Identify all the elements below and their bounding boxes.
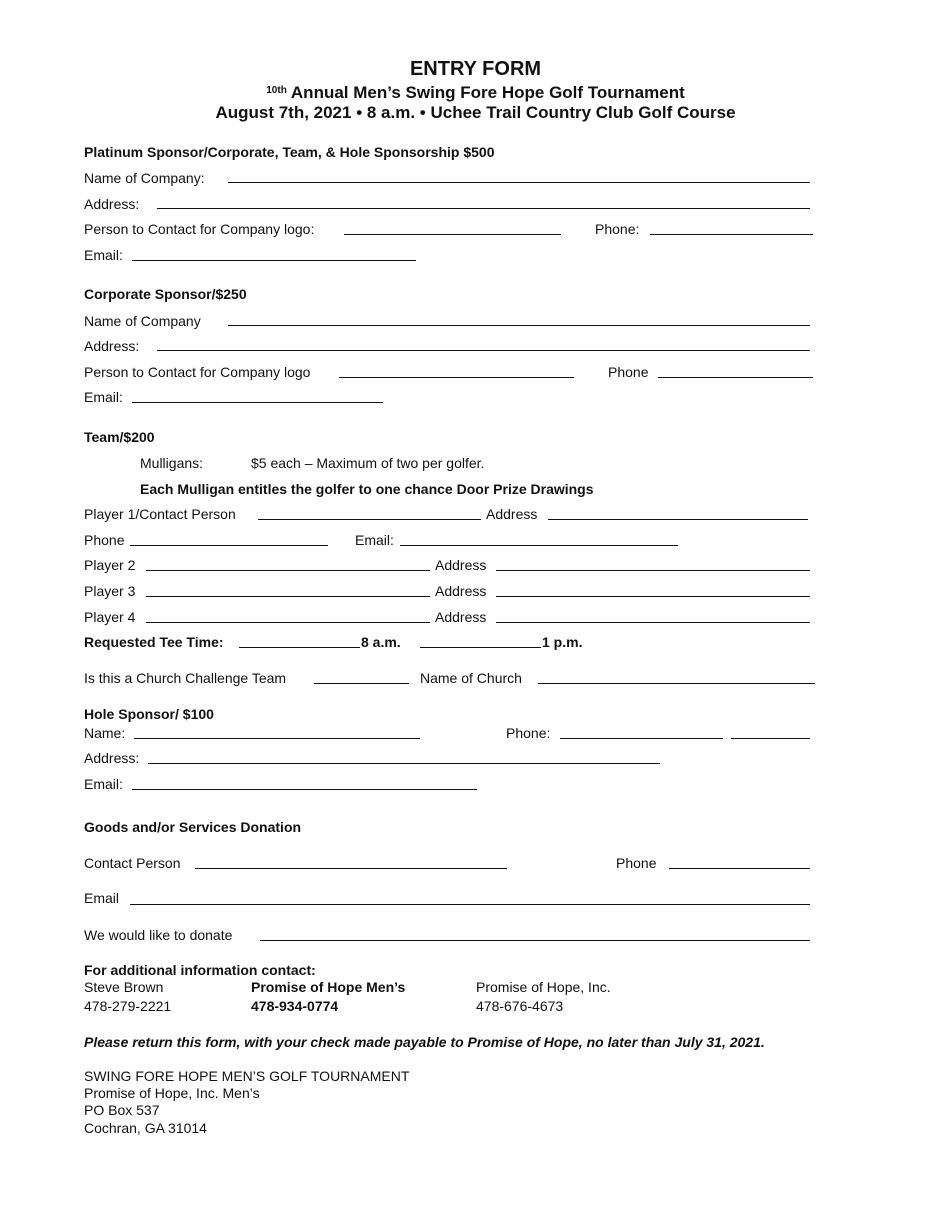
mulligans-price: $5 each – Maximum of two per golfer. [251,455,485,471]
corporate-company-field[interactable] [228,325,810,326]
donation-email-field[interactable] [130,904,810,905]
tee-time-label: Requested Tee Time: [84,634,224,650]
player4-name-field[interactable] [146,622,430,623]
corporate-address-label: Address: [84,338,140,354]
tournament-name: Annual Men’s Swing Fore Hope Golf Tournament [286,83,685,102]
mailing-address-line: PO Box 537 [84,1102,160,1118]
mailing-address-line: SWING FORE HOPE MEN’S GOLF TOURNAMENT [84,1068,410,1084]
form-title: ENTRY FORM [409,58,542,80]
church-team-field[interactable] [314,683,409,684]
mulligans-label: Mulligans: [140,455,204,471]
platinum-phone-label: Phone: [595,221,640,237]
hole-phone-label: Phone: [506,725,551,741]
player2-name-field[interactable] [146,570,430,571]
hole-address-field[interactable] [148,763,660,764]
mailing-address-line: Promise of Hope, Inc. Men’s [84,1085,260,1101]
team-phone-label: Phone [84,532,125,548]
mulligan-note: Each Mulligan entitles the golfer to one chance Door Prize Drawings [140,481,594,497]
donation-contact-field[interactable] [195,868,507,869]
contact-phone: 478-934-0774 [251,998,339,1014]
donation-phone-field[interactable] [669,868,810,869]
player3-address-label: Address [435,583,487,599]
platinum-contact-field[interactable] [344,234,561,235]
team-email-field[interactable] [400,545,678,546]
donation-contact-label: Contact Person [84,855,181,871]
player1-label: Player 1/Contact Person [84,506,236,522]
contact-name: Promise of Hope, Inc. [476,979,611,995]
event-details: August 7th, 2021 • 8 a.m. • Uchee Trail Country Club Golf Course [215,103,736,122]
corporate-email-field[interactable] [132,402,383,403]
platinum-contact-label: Person to Contact for Company logo: [84,221,315,237]
contact-name: Promise of Hope Men’s [251,979,406,995]
player1-address-label: Address [486,506,538,522]
player4-address-label: Address [435,609,487,625]
contact-phone: 478-279-2221 [84,998,172,1014]
platinum-heading: Platinum Sponsor/Corporate, Team, & Hole Sponsorship $500 [84,144,495,160]
donation-email-label: Email [84,890,120,906]
contact-phone: 478-676-4673 [476,998,564,1014]
donation-heading: Goods and/or Services Donation [84,819,302,835]
contacts-heading: For additional information contact: [84,962,316,978]
hole-heading: Hole Sponsor/ $100 [84,706,214,722]
platinum-email-label: Email: [84,247,123,263]
player4-label: Player 4 [84,609,136,625]
hole-name-field[interactable] [134,738,420,739]
corporate-email-label: Email: [84,389,123,405]
hole-name-label: Name: [84,725,126,741]
church-team-label: Is this a Church Challenge Team [84,670,287,686]
player1-name-field[interactable] [258,519,481,520]
player3-address-field[interactable] [496,596,810,597]
contact-name: Steve Brown [84,979,164,995]
platinum-company-field[interactable] [228,182,810,183]
player3-label: Player 3 [84,583,136,599]
donation-phone-label: Phone [616,855,657,871]
player2-label: Player 2 [84,557,136,573]
mailing-address-line: Cochran, GA 31014 [84,1120,207,1136]
ordinal-number: 10th [266,85,287,96]
hole-email-label: Email: [84,776,123,792]
corporate-contact-field[interactable] [339,377,574,378]
tee-time-1pm-field[interactable] [420,647,541,648]
donation-item-label: We would like to donate [84,927,233,943]
platinum-address-field[interactable] [157,208,810,209]
platinum-address-label: Address: [84,196,140,212]
player3-name-field[interactable] [146,596,430,597]
corporate-contact-label: Person to Contact for Company logo [84,364,311,380]
corporate-phone-label: Phone [608,364,649,380]
tournament-title [0,81,951,103]
corporate-heading: Corporate Sponsor/$250 [84,286,247,302]
church-name-field[interactable] [538,683,815,684]
donation-item-field[interactable] [260,940,810,941]
platinum-company-label: Name of Company: [84,170,205,186]
hole-phone-field[interactable] [560,738,723,739]
platinum-email-field[interactable] [132,260,416,261]
player2-address-label: Address [435,557,487,573]
hole-phone-ext-field[interactable] [731,738,810,739]
church-name-label: Name of Church [420,670,522,686]
corporate-address-field[interactable] [157,350,810,351]
player4-address-field[interactable] [496,622,810,623]
hole-email-field[interactable] [132,789,477,790]
tee-time-8am-label: 8 a.m. [361,634,401,650]
return-instructions: Please return this form, with your check made payable to Promise of Hope, no later than July 31, 2021. [84,1034,765,1050]
player2-address-field[interactable] [496,570,810,571]
platinum-phone-field[interactable] [650,234,813,235]
corporate-phone-field[interactable] [658,377,813,378]
hole-address-label: Address: [84,750,140,766]
team-phone-field[interactable] [130,545,328,546]
player1-address-field[interactable] [548,519,808,520]
team-heading: Team/$200 [84,429,155,445]
tee-time-1pm-label: 1 p.m. [542,634,583,650]
team-email-label: Email: [355,532,394,548]
tee-time-8am-field[interactable] [239,647,360,648]
corporate-company-label: Name of Company [84,313,201,329]
